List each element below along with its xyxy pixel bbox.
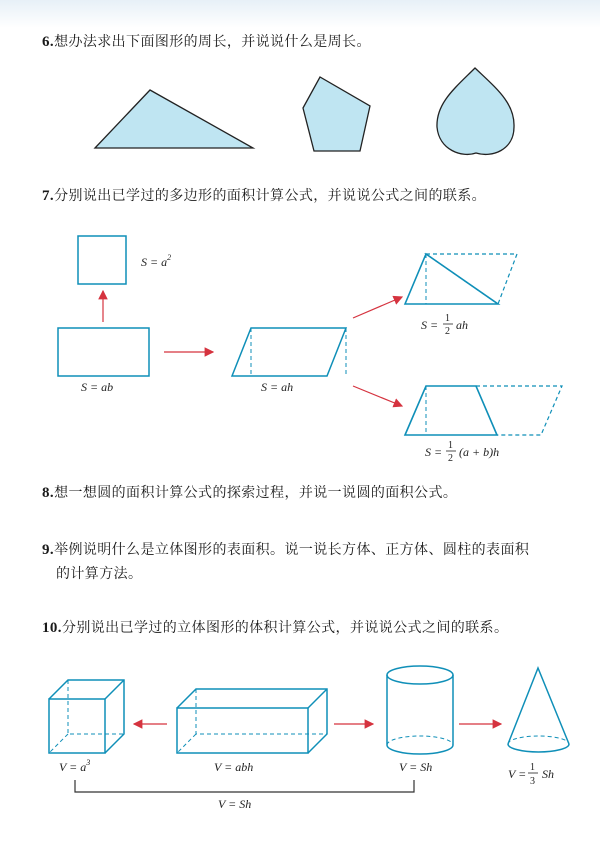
q10-cylinder [387, 666, 453, 754]
question-8-text: 想一想圆的面积计算公式的探索过程，并说一说圆的面积公式。 [54, 485, 458, 501]
q7-square [78, 236, 126, 284]
q7-rectangle [58, 328, 149, 376]
svg-text:S =: S = [425, 445, 443, 459]
question-7-number: 7. [42, 188, 55, 204]
svg-text:1: 1 [448, 440, 453, 451]
svg-text:3: 3 [530, 776, 535, 787]
question-7-text: 分别说出已学过的多边形的面积计算公式，并说说公式之间的联系。 [54, 188, 487, 204]
question-9-number: 9. [42, 542, 55, 558]
svg-text:2: 2 [445, 326, 450, 337]
q10-bracket [75, 780, 414, 792]
q7-arrow-to-triangle [353, 297, 402, 318]
question-9-text-line2: 的计算方法。 [56, 566, 143, 582]
svg-text:1: 1 [445, 313, 450, 324]
q10-cone-formula [508, 762, 554, 787]
q7-trapezoid [405, 386, 497, 435]
q7-trapezoid-formula [425, 440, 499, 464]
svg-text:Sh: Sh [542, 767, 554, 781]
q10-bracket-formula: V = Sh [218, 797, 252, 811]
q7-trapezoid-dashed-copy [476, 386, 562, 435]
q10-cone [508, 668, 569, 752]
q10-cube-formula: $V = a^3$ [59, 758, 91, 774]
q10-cuboid [177, 689, 327, 753]
question-9-text: 举例说明什么是立体图形的表面积。说一说长方体、正方体、圆柱的表面积 [54, 542, 530, 558]
q10-cube [49, 680, 124, 753]
question-10-text: 分别说出已学过的立体图形的体积计算公式，并说说公式之间的联系。 [61, 620, 509, 636]
question-8-number: 8. [42, 485, 55, 501]
q10-cylinder-formula: V = Sh [399, 760, 433, 774]
svg-text:2: 2 [448, 453, 453, 464]
question-6-number: 6. [42, 34, 55, 50]
svg-text:1: 1 [530, 762, 535, 773]
svg-text:ah: ah [456, 318, 468, 332]
q7-square-formula: $S = a^2$ [141, 253, 172, 269]
question-6-text: 想办法求出下面图形的周长，并说说什么是周长。 [54, 34, 371, 50]
svg-text:(a + b)h: (a + b)h [459, 445, 500, 459]
q7-triangle [405, 254, 498, 304]
q10-cuboid-formula: V = abh [214, 760, 254, 774]
q7-triangle-formula [421, 313, 468, 337]
q7-parallelogram [232, 328, 346, 376]
svg-text:S =: S = [421, 318, 439, 332]
q6-teardrop [437, 68, 514, 154]
svg-text:V =: V = [508, 767, 527, 781]
q7-parallelogram-formula: S = ah [261, 380, 294, 394]
q7-arrow-to-trapezoid [353, 386, 402, 406]
q7-rectangle-formula: S = ab [81, 380, 114, 394]
q7-triangle-dashed-half [426, 254, 517, 304]
q6-pentagon [303, 77, 370, 151]
question-10-number: 10. [42, 620, 62, 636]
q6-triangle [95, 90, 253, 148]
